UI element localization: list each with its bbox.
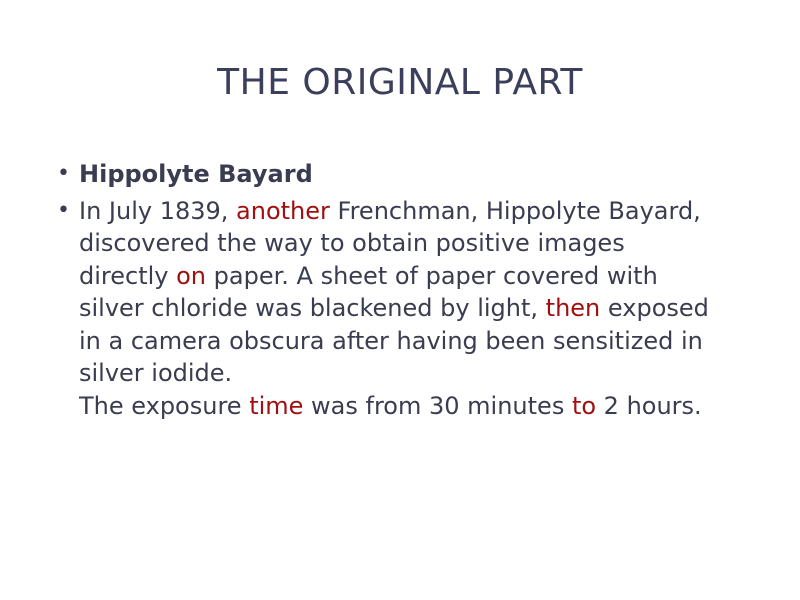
bullet-body-text <box>79 197 709 420</box>
bullet-list <box>55 158 715 426</box>
bullet-icon: • <box>57 161 70 186</box>
slide-title: THE ORIGINAL PART <box>217 62 583 103</box>
bullet-item-body <box>55 195 715 423</box>
body-text-segment: 2 hours. <box>596 391 702 420</box>
body-text-segment: was from 30 minutes <box>303 391 572 420</box>
body-text-segment: Frenchman, Hippolyte Bayard, discovered the way to obtain positive images directly <box>79 196 701 290</box>
body-text-segment: In July 1839, <box>79 196 237 225</box>
highlighted-word: on <box>176 261 207 290</box>
body-text-segment: The exposure <box>79 391 250 420</box>
highlighted-word: another <box>236 196 330 225</box>
bullet-heading-text: Hippolyte Bayard <box>79 160 313 188</box>
body-text-segment: exposed in a camera obscura after having been sensitized in silver iodide. <box>79 294 709 387</box>
body-text-segment: paper. A sheet of paper covered with silver chloride was blackened by light, <box>79 261 658 322</box>
highlighted-word: then <box>545 294 601 322</box>
bullet-item-heading <box>55 158 715 191</box>
highlighted-word: time <box>249 391 304 420</box>
bullet-icon: • <box>57 197 70 223</box>
highlighted-word: to <box>571 391 597 420</box>
